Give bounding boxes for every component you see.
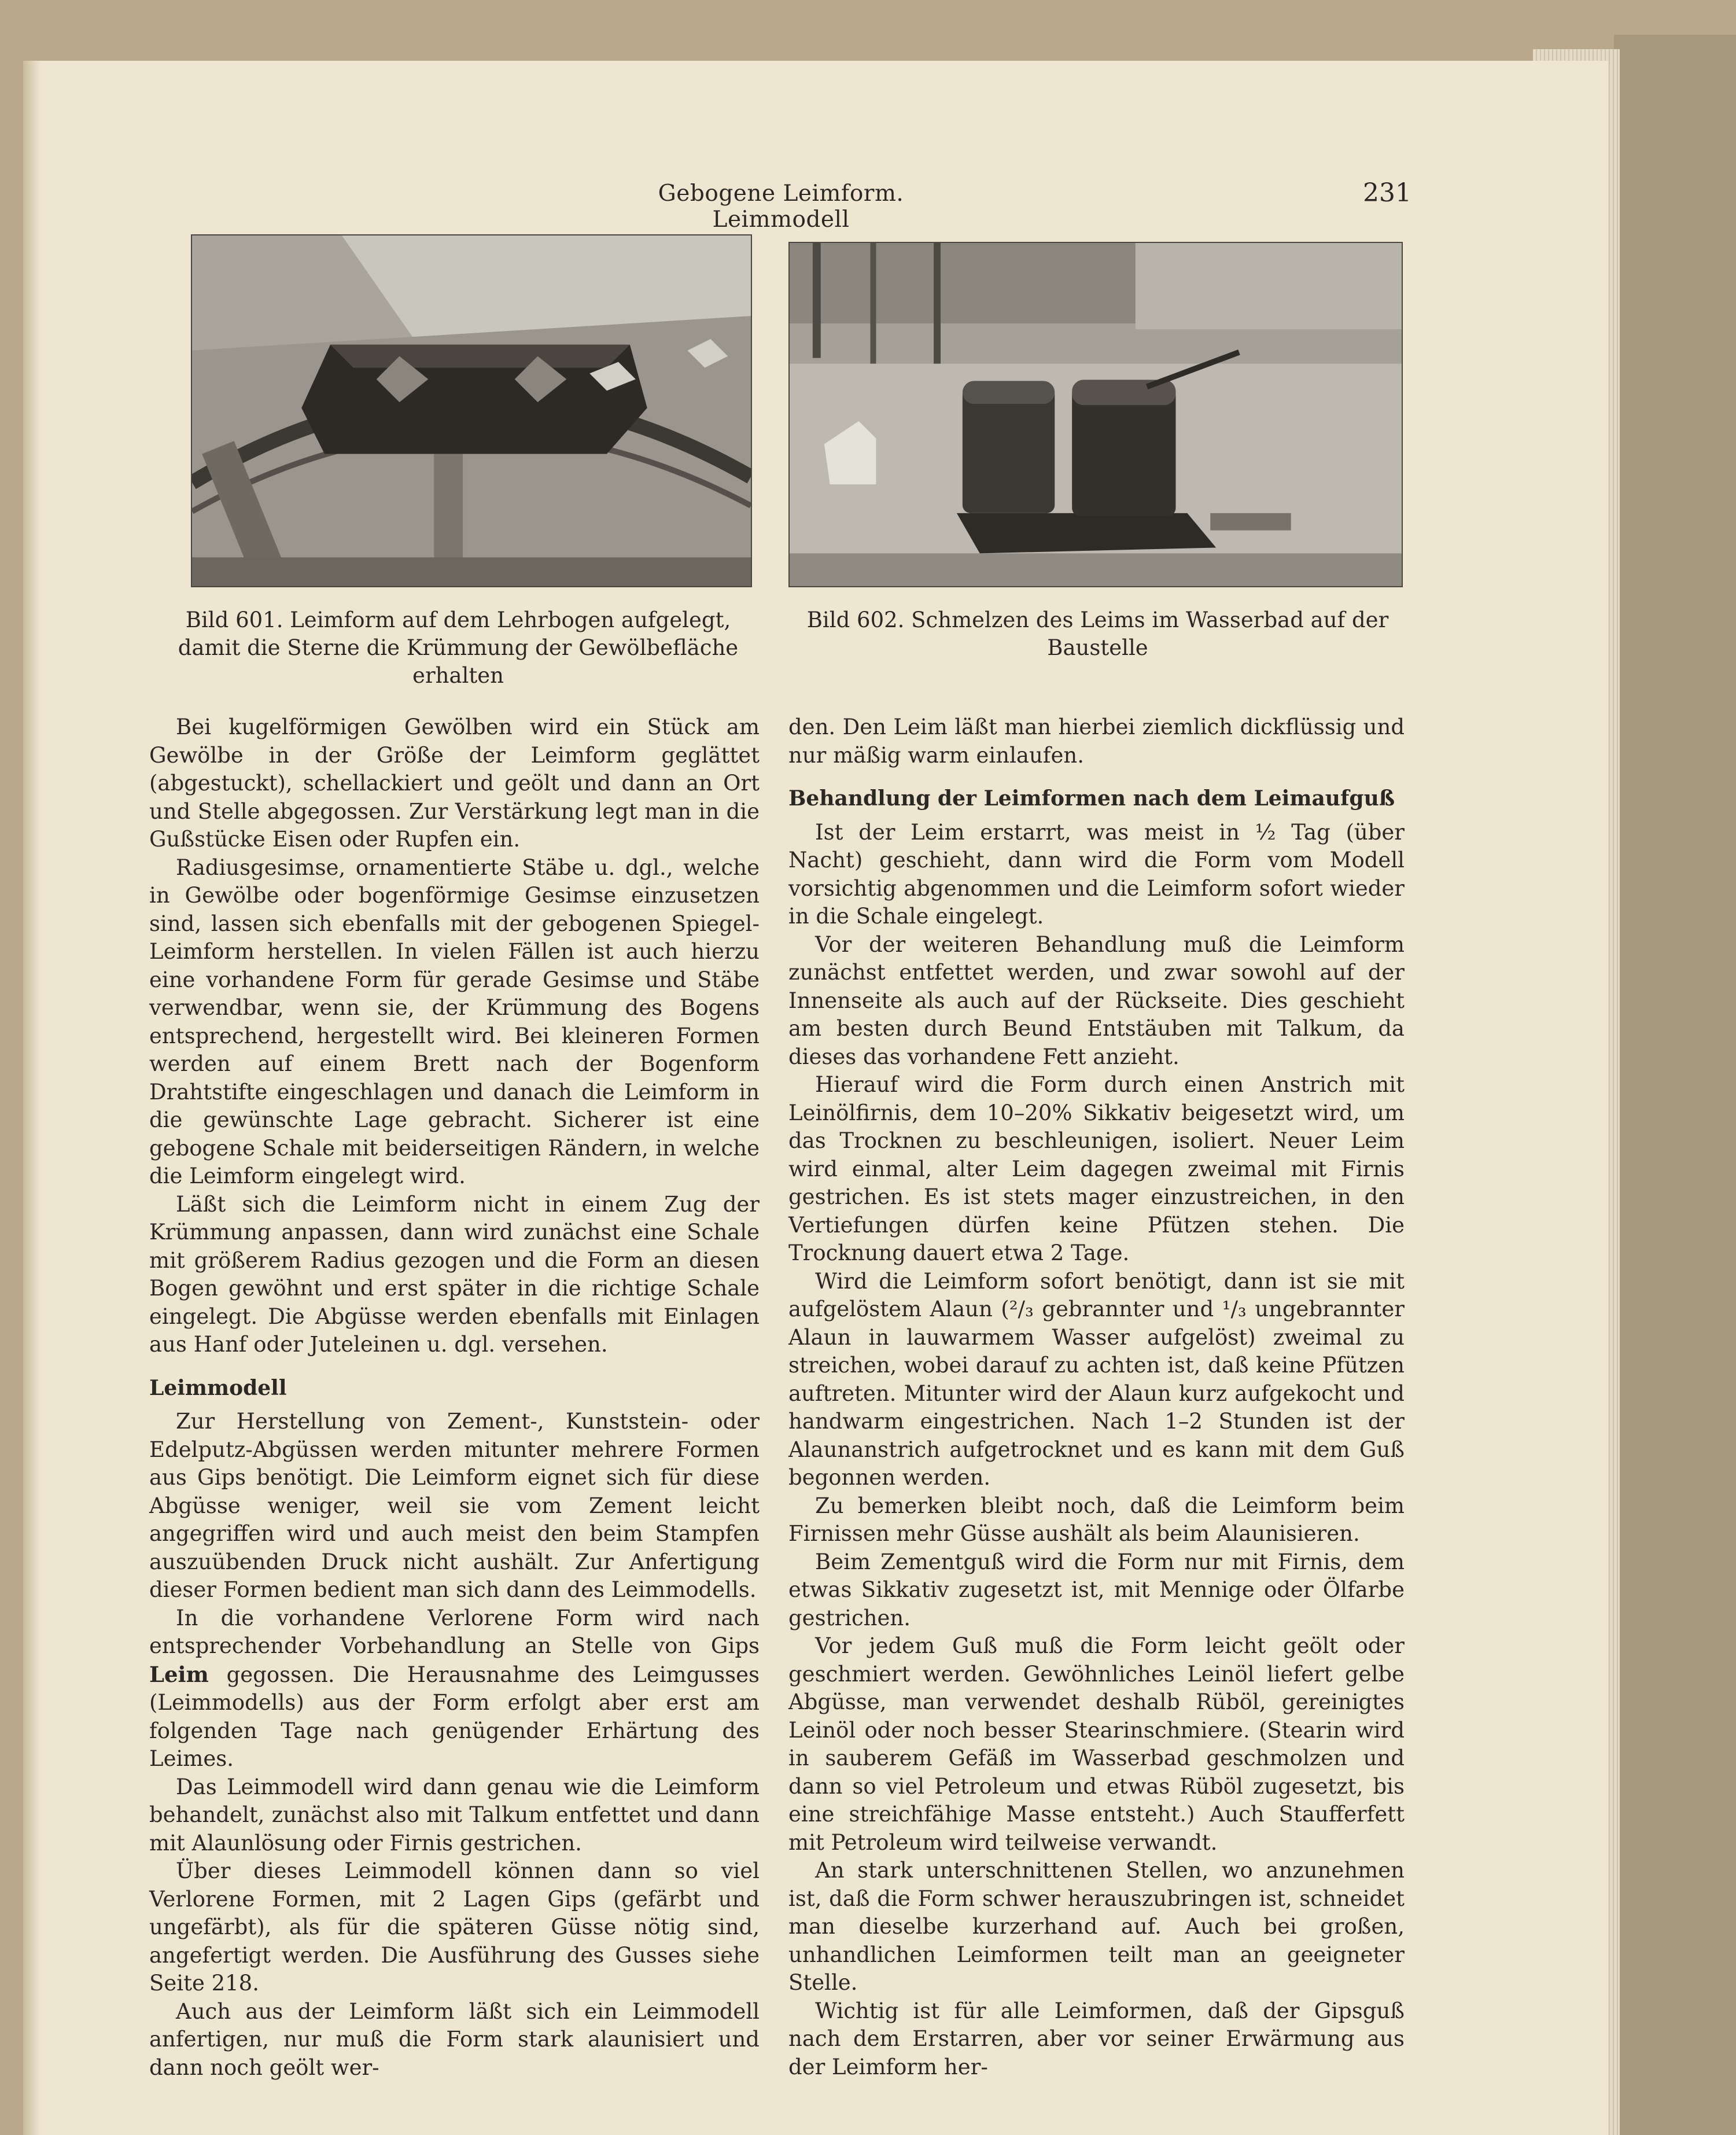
paragraph: Hierauf wird die Form durch einen Anstrich mit Leinölfirnis, dem 10–20% Sikkativ beigesetzt wird, um das Trocknen zu beschleunigen, isoliert. Neuer Leim wird einmal, alter Leim dagegen zweimal mit Firnis gestrichen. Es ist stets mager einzustreichen, in den Vertiefungen dürfen keine Pfützen stehen. Die Trocknung dauert etwa 2 Tage. (788, 1072, 1405, 1265)
paragraph: Beim Zementguß wird die Form nur mit Firnis, dem etwas Sikkativ zugesetzt ist, mit Mennige oder Ölfarbe gestrichen. (788, 1549, 1405, 1630)
paragraph: Über dieses Leimmodell können dann so viel Verlorene Formen, mit 2 Lagen Gips (gefärbt und ungefärbt), als für die späteren Güsse nötig sind, angefertigt werden. Die Ausführung des Gusses siehe Seite 218. (149, 1858, 760, 1996)
text-run: gegossen. Die Herausnahme des Leimgusses (Leimmodells) aus der Form erfolgt aber erst am folgenden Tage nach genügender Erhärtung des Leimes. (149, 1662, 760, 1771)
paragraph: Wird die Leimform sofort benötigt, dann ist sie mit aufgelöstem Alaun (²/₃ gebrannter und ¹/₃ ungebrannter Alaun in lauwarmem Wasser aufgelöst) zweimal zu streichen, wobei darauf zu achten ist, daß keine Pfützen auftreten. Mitunter wird der Alaun kurz aufgekocht und handwarm eingestrichen. Nach 1–2 Stunden ist der Alaunanstrich aufgetrocknet und es kann mit dem Guß begonnen werden. (788, 1268, 1405, 1490)
paragraph: Ist der Leim erstarrt, was meist in ½ Tag (über Nacht) geschieht, dann wird die Form vom Modell vorsichtig abgenommen und die Leimform sofort wieder in die Schale eingelegt. (788, 819, 1405, 929)
paragraph: Zur Herstellung von Zement-, Kunststein- oder Edelputz-Abgüssen werden mitunter mehrere Formen aus Gips benötigt. Die Leimform eignet sich für diese Abgüsse weniger, weil sie vom Zement leicht angegriffen wird und auch meist den beim Stampfen auszuübenden Druck nicht aushält. Zur Anfertigung dieser Formen bedient man sich dann des Leimmodells. (149, 1409, 760, 1602)
running-head: Gebogene Leimform. Leimmodell (658, 181, 904, 233)
text-run: In die vorhandene Verlorene Form wird nach entsprechender Vorbehandlung an Stelle von Gips (149, 1605, 760, 1658)
book-gutter (23, 61, 40, 2135)
paragraph: Vor der weiteren Behandlung muß die Leimform zunächst entfettet werden, und zwar sowohl auf der Innenseite als auch auf der Rückseite. Dies geschieht am besten durch Beund Entstäuben mit Talkum, da dieses das vorhandene Fett anzieht. (788, 932, 1405, 1069)
paragraph: Wichtig ist für alle Leimformen, daß der Gipsguß nach dem Erstarren, aber vor seiner Erwärmung aus der Leimform her- (788, 1998, 1405, 2079)
right-column (788, 713, 1405, 2081)
paragraph: An stark unterschnittenen Stellen, wo anzunehmen ist, daß die Form schwer herauszubringen ist, schneidet man dieselbe kurzerhand auf. Auch bei großen, unhandlichen Leimformen teilt man an geeigneter Stelle. (788, 1858, 1405, 1995)
paragraph: Auch aus der Leimform läßt sich ein Leimmodell anfertigen, nur muß die Form stark alaunisiert und dann noch geölt wer- (149, 1998, 760, 2080)
figure-601-photo (191, 234, 752, 587)
figure-602-photo (788, 242, 1403, 587)
paragraph: Läßt sich die Leimform nicht in einem Zug der Krümmung anpassen, dann wird zunächst eine Schale mit größerem Radius gezogen und die Form an diesen Bogen gewöhnt und erst später in die richtige Schale eingelegt. Die Abgüsse werden ebenfalls mit Einlagen aus Hanf oder Juteleinen u. dgl. versehen. (149, 1191, 760, 1357)
figure-602-caption: Bild 602. Schmelzen des Leims im Wasserbad auf der Baustelle (806, 608, 1389, 660)
paragraph: Zu bemerken bleibt noch, daß die Leimform beim Firnissen mehr Güsse aushält als beim Alaunisieren. (788, 1493, 1405, 1546)
section-heading-leimmodell: Leimmodell (149, 1375, 287, 1400)
bold-term: Leim (149, 1661, 209, 1687)
paragraph: Bei kugelförmigen Gewölben wird ein Stück am Gewölbe in der Größe der Leimform geglättet (abgestuckt), schellackiert und geölt und dann an Ort und Stelle abgegossen. Zur Verstärkung legt man in die Gußstücke Eisen oder Rupfen ein. (149, 715, 760, 852)
paragraph: den. Den Leim läßt man hierbei ziemlich dickflüssig und nur mäßig warm einlaufen. (788, 715, 1405, 768)
paragraph (149, 1604, 760, 1773)
book-cover-edge (1614, 35, 1736, 2135)
paragraph: Das Leimmodell wird dann genau wie die Leimform behandelt, zunächst also mit Talkum entfettet und dann mit Alaunlösung oder Firnis gestrichen. (149, 1774, 760, 1856)
figure-601-caption: Bild 601. Leimform auf dem Lehrbogen aufgelegt, damit die Sterne die Krümmung der Gewölbefläche erhalten (178, 608, 739, 688)
paragraph: Vor jedem Guß muß die Form leicht geölt oder geschmiert werden. Gewöhnliches Leinöl liefert gelbe Abgüsse, man verwendet deshalb Rüböl, gereinigtes Leinöl oder noch besser Stearinschmiere. (Stearin wird in sauberem Gefäß im Wasserbad geschmolzen und dann so viel Petroleum und etwas Rüböl zugesetzt, bis eine streichfähige Masse entsteht.) Auch Staufferfett mit Petroleum wird teilweise verwandt. (788, 1633, 1405, 1855)
left-column (149, 713, 760, 2082)
paragraph: Radiusgesimse, ornamentierte Stäbe u. dgl., welche in Gewölbe oder bogenförmige Gesimse einzusetzen sind, lassen sich ebenfalls mit der gebogenen Spiegel-Leimform herstellen. In vielen Fällen ist auch hierzu eine vorhandene Form für gerade Gesimse und Stäbe verwendbar, wenn sie, der Krümmung des Bogens entsprechend, hergestellt wird. Bei kleineren Formen werden auf einem Brett nach der Bogenform Drahtstifte eingeschlagen und danach die Leimform in die gewünschte Lage gebracht. Sicherer ist eine gebogene Schale mit beiderseitigen Rändern, in welche die Leimform eingelegt wird. (149, 855, 760, 1188)
page-number: 231 (1363, 178, 1411, 208)
section-heading-behandlung: Behandlung der Leimformen nach dem Leimaufguß (788, 786, 1395, 811)
